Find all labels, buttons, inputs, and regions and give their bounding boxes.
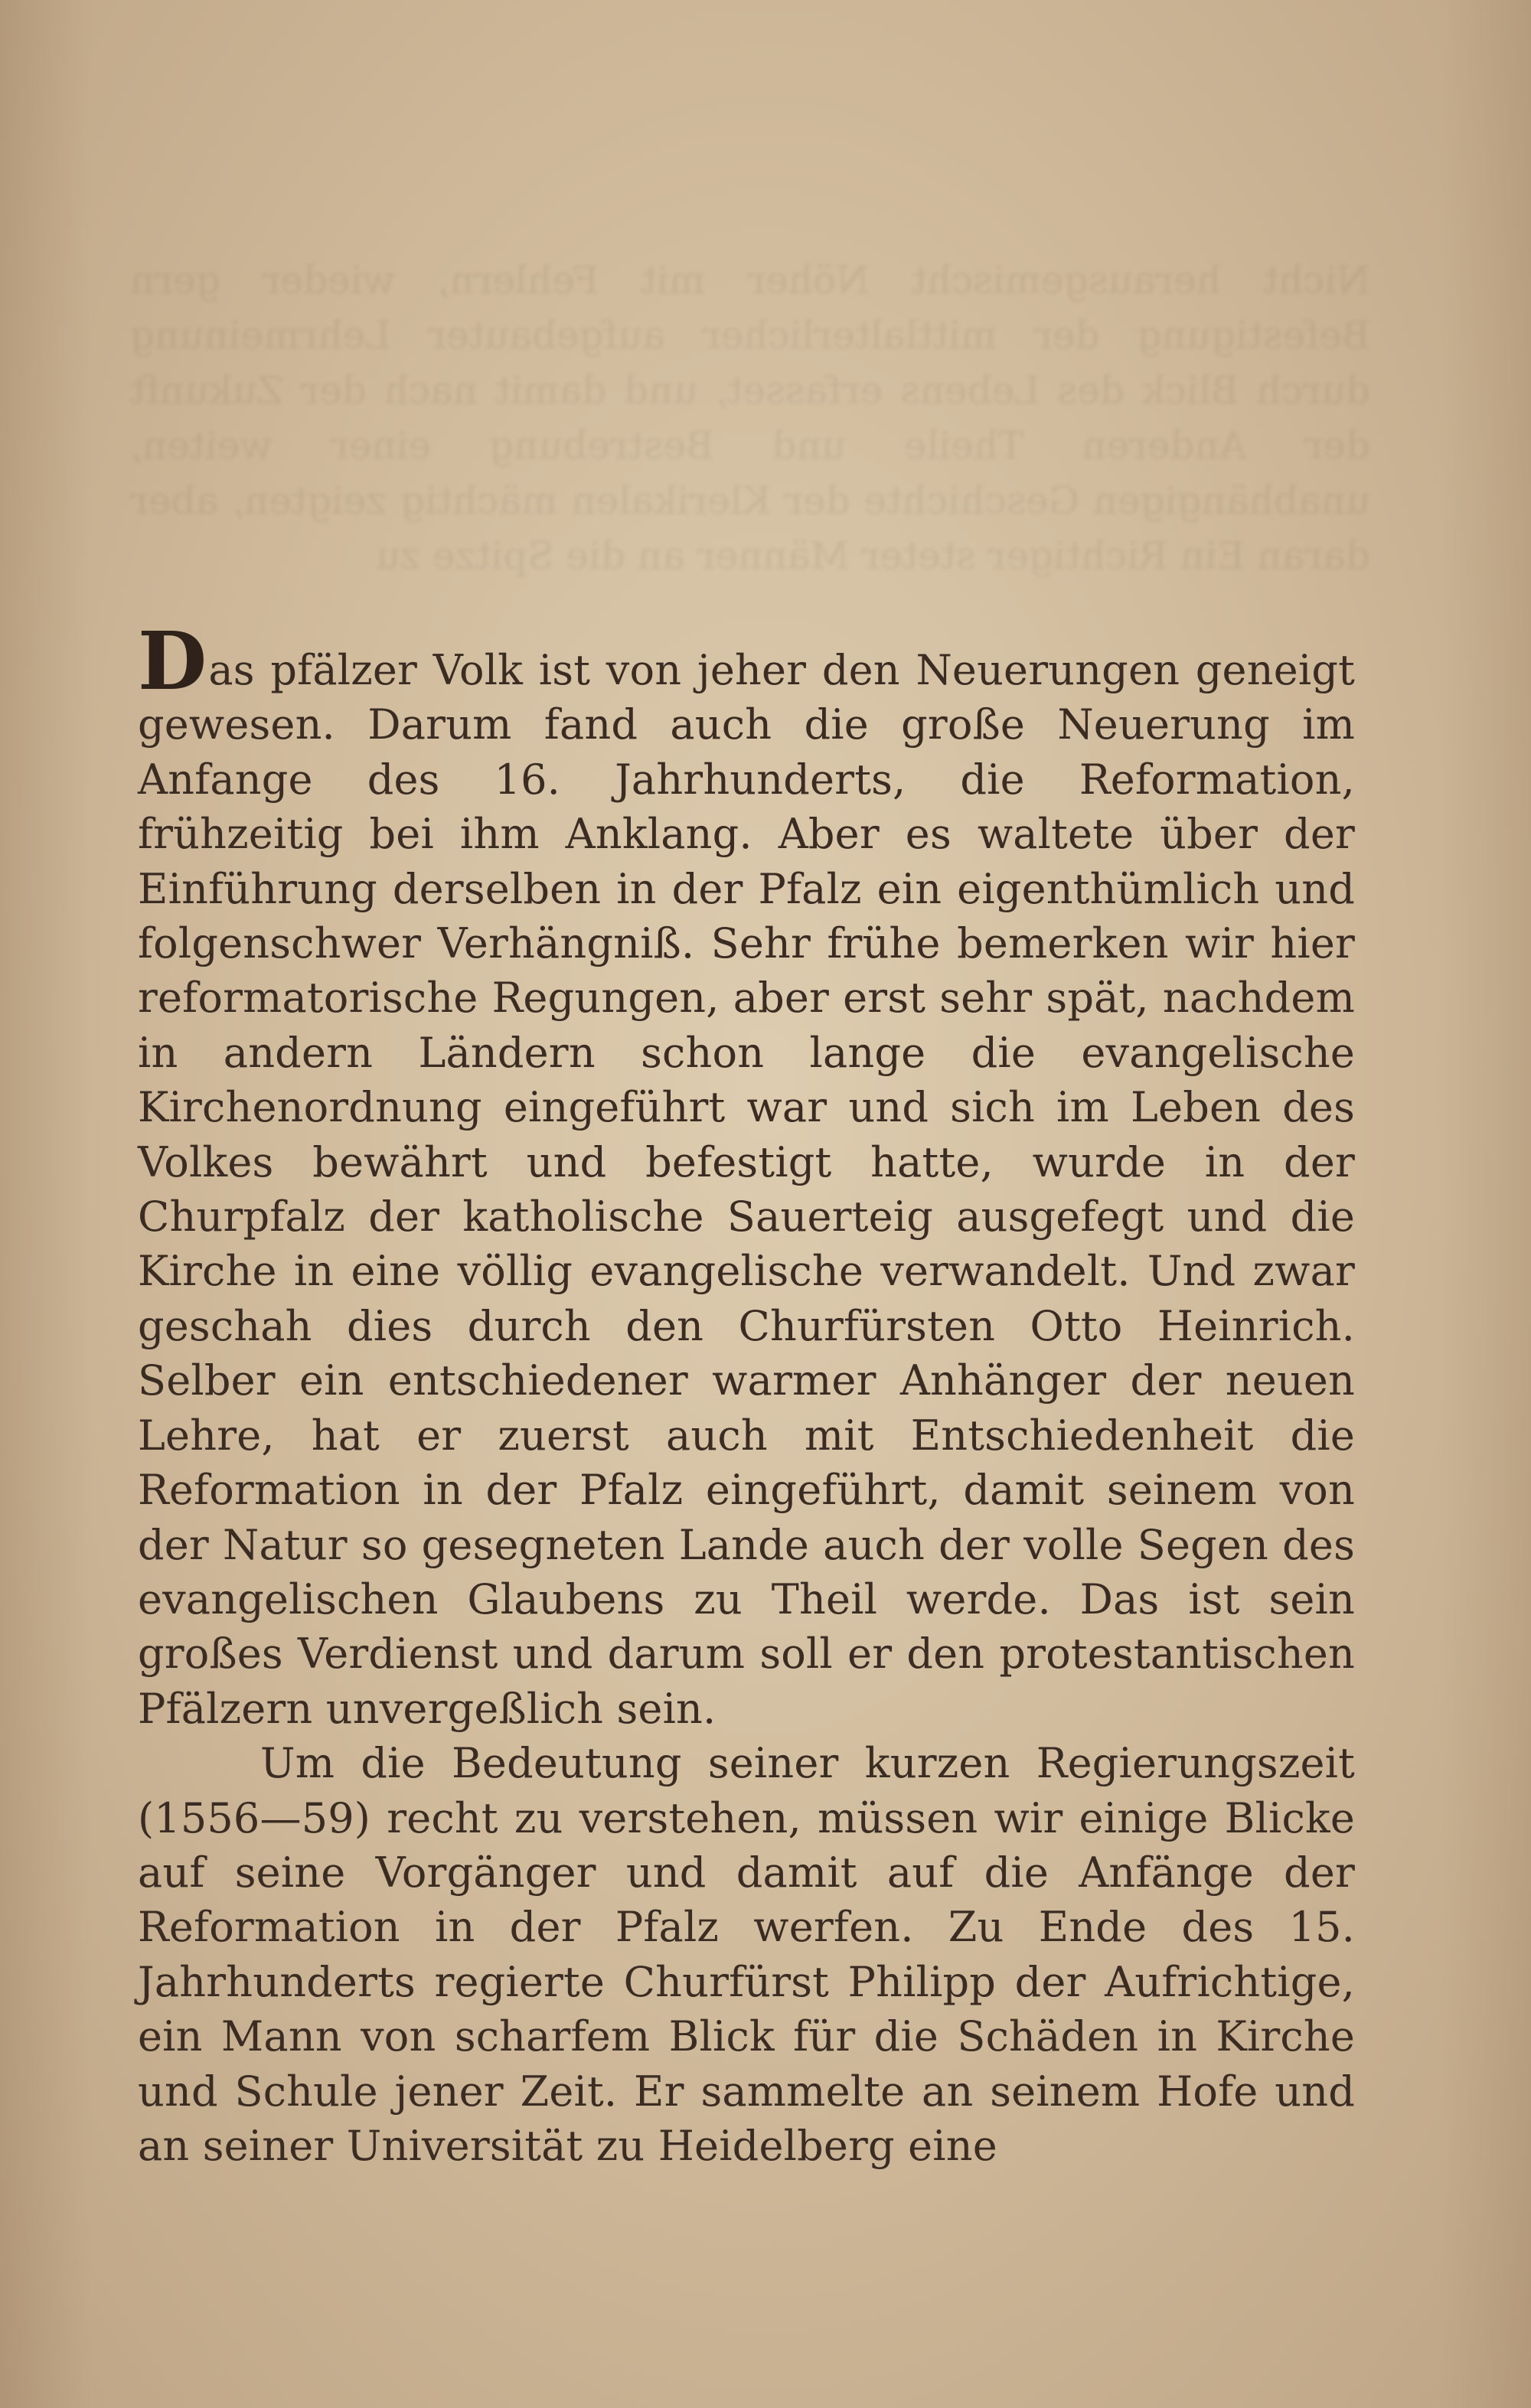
paragraph-2-text: Um die Bedeutung seiner kurzen Regierungszeit (1556—59) recht zu verstehen, müssen wir einige Blicke auf seine Vorgänger und damit auf die Anfänge der Reformation in der Pfalz werfen. Zu Ende des 15. Jahrhunderts regierte Churfürst Philipp der Aufrichtige, ein Mann von scharfem Blick für die Schäden in Kirche und Schule jener Zeit. Er sammelte an seinem Hofe und an seiner Universität zu Heidelberg eine — [138, 1739, 1355, 2170]
body-text — [138, 614, 1355, 2246]
paragraph-1-text: as pfälzer Volk ist von jeher den Neuerungen geneigt gewesen. Darum fand auch die große Neuerung im Anfange des 16. Jahrhunderts, die Reformation, frühzeitig bei ihm Anklang. Aber es waltete über der Einführung derselben in der Pfalz ein eigenthümlich und folgenschwer Verhängniß. Sehr frühe bemerken wir hier reformatorische Regungen, aber erst sehr spät, nachdem in andern Ländern schon lange die evangelische Kirchenordnung eingeführt war und sich im Leben des Volkes bewährt und befestigt hatte, wurde in der Churpfalz der katholische Sauerteig ausgefegt und die Kirche in eine völlig evangelische verwandelt. Und zwar geschah dies durch den Churfürsten Otto Heinrich. Selber ein entschiedener warmer Anhänger der neuen Lehre, hat er zuerst auch mit Entschiedenheit die Reformation in der Pfalz eingeführt, damit seinem von der Natur so gesegneten Lande auch der volle Segen des evangelischen Glaubens zu Theil werde. Das ist sein großes Verdienst und darum soll er den protestantischen Pfälzern unvergeßlich sein. — [138, 646, 1355, 1733]
paragraph-2 — [138, 1736, 1355, 2173]
bleed-through-text: Nicht herausgemischt Nöher mit Fehlern, wieder gern Befestigung der mittlalterlicher aufgebauter Lehrmeinung durch Blick des Lebens erfasset, und damit nach der Zukunft der Anderen Theile und Bestrebung einer weiten, unabhängigen Geschichte der Klerikalen mächtig zeigten, aber daran Ein Richtiger steter Männer an die Spitze zu — [130, 258, 1370, 578]
paragraph-1 — [138, 614, 1355, 1736]
drop-cap: D — [138, 614, 207, 708]
